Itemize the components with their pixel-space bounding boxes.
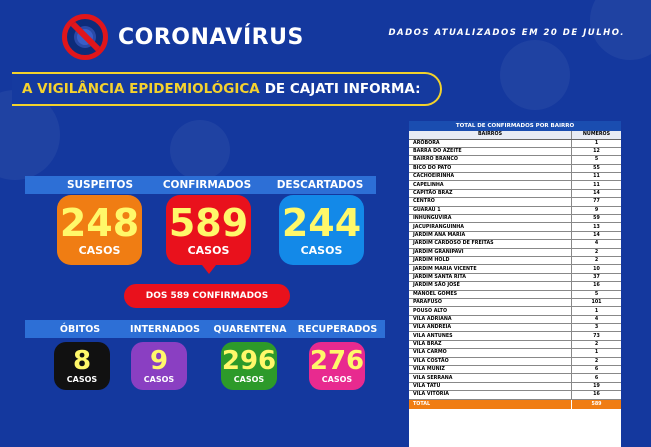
bairro-count: 55 [593, 165, 600, 171]
bairro-count: 19 [593, 384, 600, 390]
bairro-name: JARDIM SANTA RITA [409, 274, 572, 281]
casos-label: CASOS [66, 375, 98, 384]
bairro-name: JARDIM MARIA VICENTE [409, 265, 572, 272]
header-bairros: BAIRROS [409, 131, 572, 139]
bairro-count: 16 [593, 392, 600, 398]
casos-label: CASOS [187, 243, 230, 257]
bairro-name: VILA SERRANA [409, 374, 572, 381]
bairro-count: 9 [594, 207, 599, 213]
bairro-name: INHUNGUVIRA [409, 215, 572, 222]
bairro-count: 77 [593, 199, 600, 205]
bairro-name: VILA ADRIANA [409, 316, 572, 323]
bairro-count: 1 [594, 308, 599, 314]
table-row [409, 383, 621, 391]
value-recuperados: 276 [309, 346, 365, 376]
table-header [409, 131, 621, 140]
card-quarentena [221, 342, 277, 390]
bairro-count: 101 [591, 300, 602, 306]
table-row [409, 140, 621, 148]
bairro-name: MANOEL GOMES [409, 291, 572, 298]
bairro-count: 2 [594, 342, 599, 348]
bairro-name: VILA VITÓRIA [409, 391, 572, 398]
label-descartados: DESCARTADOS [276, 179, 364, 191]
confirmed-by-neighborhood-table [409, 121, 621, 447]
bairro-name: JARDIM SÃO JOSÉ [409, 282, 572, 289]
bairro-name: CENTRO [409, 198, 572, 205]
table-total-row [409, 400, 621, 409]
label-suspeitos: SUSPEITOS [66, 179, 134, 191]
table-row [409, 207, 621, 215]
bairro-name: JARDIM HOLD [409, 257, 572, 264]
casos-label: CASOS [321, 375, 353, 384]
bairro-count: 5 [594, 291, 599, 297]
bairro-name: BAIRRO BRANCO [409, 156, 572, 163]
bairro-count: 6 [594, 375, 599, 381]
card-recuperados [309, 342, 365, 390]
bairro-name: POUSO ALTO [409, 307, 572, 314]
card-confirmados [166, 195, 251, 265]
table-row [409, 324, 621, 332]
bairro-name: JARDIM GRANIPAVI [409, 249, 572, 256]
bairro-count: 14 [593, 191, 600, 197]
table-row [409, 181, 621, 189]
table-row [409, 148, 621, 156]
bairro-name: VILA COSTÃO [409, 358, 572, 365]
bairro-count: 3 [594, 325, 599, 331]
bairro-count: 73 [593, 333, 600, 339]
table-row [409, 391, 621, 399]
bairro-name: GUARAÚ 1 [409, 207, 572, 214]
bairro-name: BICO DO PATO [409, 165, 572, 172]
bairro-count: 2 [594, 358, 599, 364]
label-internados: INTERNADOS [130, 323, 200, 335]
top-labels-bar [25, 176, 376, 194]
bairro-name: JACUPIRANGUINHA [409, 223, 572, 230]
table-row [409, 249, 621, 257]
bairro-name: CAPELINHA [409, 181, 572, 188]
table-row [409, 341, 621, 349]
bairro-count: 2 [594, 258, 599, 264]
table-row [409, 307, 621, 315]
label-confirmados: CONFIRMADOS [162, 179, 252, 191]
header-numeros: NÚMEROS [582, 132, 611, 138]
value-confirmados: 589 [168, 200, 249, 245]
value-descartados: 244 [281, 200, 362, 245]
table-row [409, 349, 621, 357]
table-row [409, 366, 621, 374]
pointer-arrow [202, 265, 216, 274]
total-value: 589 [591, 401, 602, 407]
bairro-count: 10 [593, 266, 600, 272]
bairro-name: JARDIM ANA MARIA [409, 232, 572, 239]
card-descartados [279, 195, 364, 265]
banner-highlight: A VIGILÂNCIA EPIDEMIOLÓGICA [22, 81, 260, 97]
value-internados: 9 [149, 346, 169, 376]
table-row [409, 332, 621, 340]
casos-label: CASOS [300, 243, 343, 257]
casos-label: CASOS [143, 375, 175, 384]
bairro-count: 59 [593, 216, 600, 222]
background-virus-icon [170, 120, 230, 180]
table-row [409, 198, 621, 206]
bairro-count: 37 [593, 274, 600, 280]
table-row [409, 156, 621, 164]
bairro-name: VILA MUNIZ [409, 366, 572, 373]
bairro-count: 16 [593, 283, 600, 289]
brand-title: CORONAVÍRUS [118, 24, 304, 50]
card-internados [131, 342, 187, 390]
bairro-count: 11 [593, 182, 600, 188]
table-body [409, 140, 621, 400]
bairro-count: 1 [594, 350, 599, 356]
bairro-name: BARRA DO AZEITE [409, 148, 572, 155]
table-row [409, 173, 621, 181]
bairro-count: 5 [594, 157, 599, 163]
total-label: TOTAL [409, 400, 572, 409]
background-virus-icon [500, 40, 570, 110]
label-obitos: ÓBITOS [59, 323, 101, 335]
table-row [409, 374, 621, 382]
bairro-count: 11 [593, 174, 600, 180]
bairro-name: PARAFUSO [409, 299, 572, 306]
bairro-name: CACHOEIRINHA [409, 173, 572, 180]
table-row [409, 282, 621, 290]
casos-label: CASOS [78, 243, 121, 257]
header [62, 12, 304, 62]
bairro-name: VILA TATU [409, 383, 572, 390]
casos-label: CASOS [233, 375, 265, 384]
value-suspeitos: 248 [59, 200, 140, 245]
table-row [409, 299, 621, 307]
bairro-name: ARÓBORA [409, 140, 572, 147]
bairro-name: JARDIM CARDOSO DE FREITAS [409, 240, 572, 247]
updated-date: DADOS ATUALIZADOS EM 20 DE JULHO. [388, 28, 625, 38]
table-row [409, 190, 621, 198]
bairro-name: CAPITÃO BRAZ [409, 190, 572, 197]
table-row [409, 223, 621, 231]
label-recuperados: RECUPERADOS [297, 323, 378, 335]
table-row [409, 316, 621, 324]
bairro-name: VILA CARMO [409, 349, 572, 356]
no-virus-logo-icon [62, 14, 108, 60]
table-row [409, 291, 621, 299]
table-row [409, 165, 621, 173]
table-title: TOTAL DE CONFIRMADOS POR BAIRRO [409, 121, 621, 131]
table-row [409, 240, 621, 248]
bairro-name: VILA ANDREIA [409, 324, 572, 331]
value-quarentena: 296 [221, 346, 277, 376]
bairro-name: VILA ANTUNES [409, 332, 572, 339]
info-banner [12, 72, 442, 106]
table-row [409, 232, 621, 240]
label-quarentena: QUARENTENA [213, 323, 287, 335]
bairro-count: 12 [593, 149, 600, 155]
bairro-count: 13 [593, 224, 600, 230]
bairro-count: 14 [593, 232, 600, 238]
table-row [409, 257, 621, 265]
bairro-name: VILA BRAZ [409, 341, 572, 348]
table-row [409, 265, 621, 273]
banner-text: DE CAJATI INFORMA: [264, 81, 421, 97]
card-suspeitos [57, 195, 142, 265]
bairro-count: 2 [594, 249, 599, 255]
bairro-count: 6 [594, 367, 599, 373]
confirmed-breakdown-pill: DOS 589 CONFIRMADOS [124, 284, 290, 308]
bairro-count: 4 [594, 241, 599, 247]
card-obitos [54, 342, 110, 390]
table-row [409, 358, 621, 366]
bairro-count: 4 [594, 316, 599, 322]
bairro-count: 1 [594, 140, 599, 146]
table-row [409, 274, 621, 282]
value-obitos: 8 [72, 346, 92, 376]
table-row [409, 215, 621, 223]
bottom-labels-bar [25, 320, 385, 338]
